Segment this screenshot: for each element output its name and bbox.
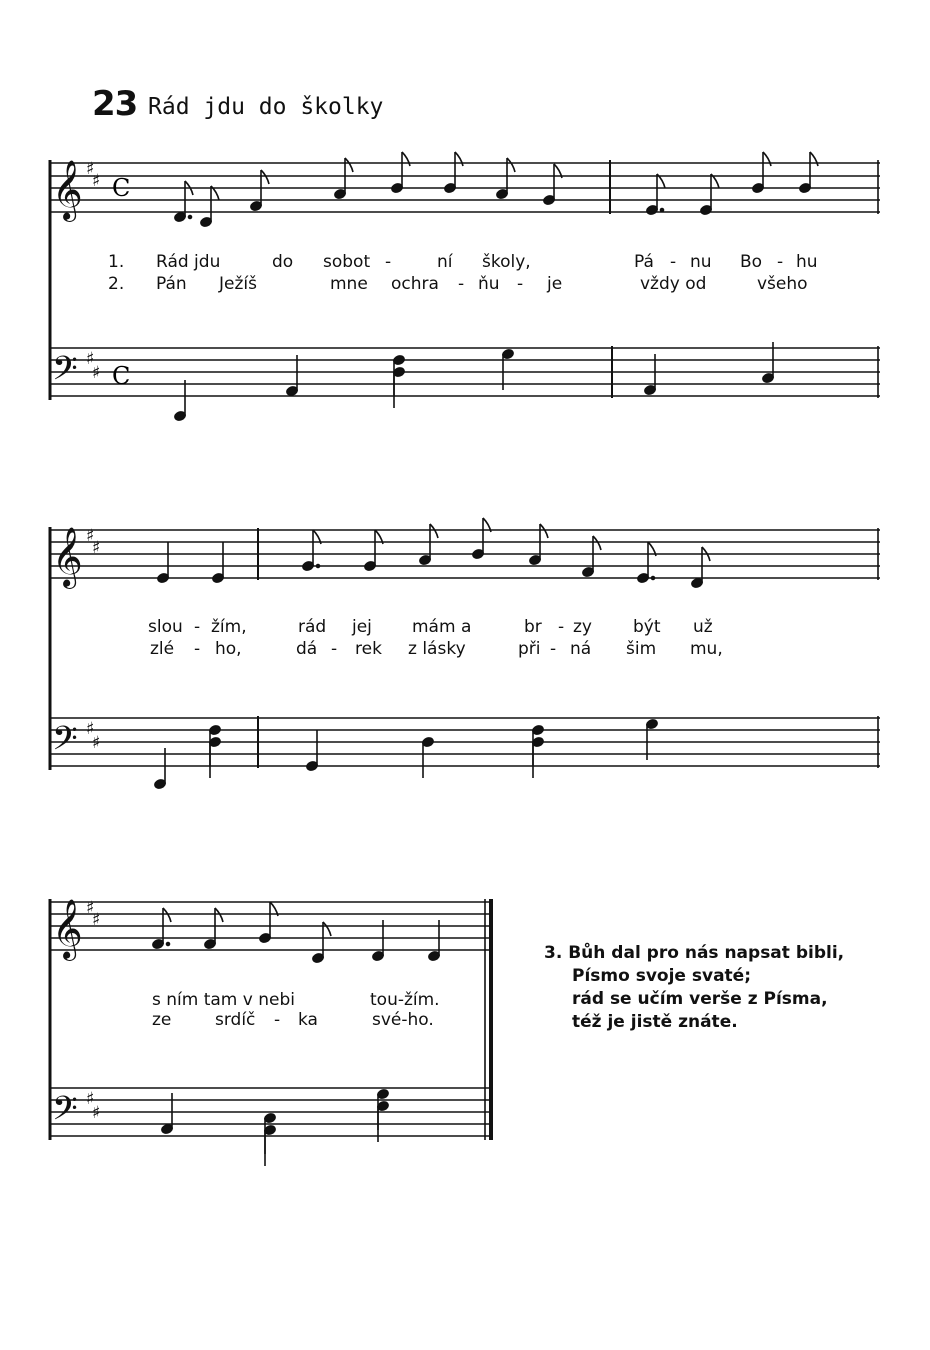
lyric-syllable: ní bbox=[437, 252, 453, 272]
staff-treble-system-3 bbox=[50, 902, 492, 950]
lyric-syllable: do bbox=[272, 252, 294, 272]
note-flag bbox=[540, 524, 548, 538]
lyric-syllable: své-ho. bbox=[372, 1010, 434, 1030]
lyric-syllable: nu bbox=[690, 252, 712, 272]
lyric-syllable: všeho bbox=[757, 274, 808, 294]
note-dot bbox=[651, 576, 655, 580]
bass-clef-icon: 𝄢 bbox=[52, 720, 78, 766]
lyric-syllable: - bbox=[331, 639, 338, 659]
lyric-syllable: tou-žím. bbox=[370, 990, 440, 1010]
verse-3 bbox=[546, 942, 844, 1034]
note-flag bbox=[261, 170, 269, 184]
sharp-icon: ♯ bbox=[86, 526, 95, 546]
verse-3-line: rád se učím verše z Písma, bbox=[572, 989, 828, 1009]
lyric-syllable: - bbox=[194, 617, 201, 637]
note-dot bbox=[166, 942, 170, 946]
lyric-syllable: ňu bbox=[478, 274, 500, 294]
lyric-syllable: žím, bbox=[211, 617, 247, 637]
lyric-syllable: - bbox=[458, 274, 465, 294]
lyric-syllable: zy bbox=[573, 617, 592, 637]
staff-bass-system-2 bbox=[50, 718, 880, 766]
song-title: Rád jdu do školky bbox=[148, 94, 384, 120]
lyric-syllable: br bbox=[524, 617, 542, 637]
verse-3-text: Bůh dal pro nás napsat bibli, bbox=[568, 943, 845, 963]
verse-number-2: 2. bbox=[108, 274, 125, 294]
sharp-icon: ♯ bbox=[86, 159, 95, 179]
lyric-syllable: školy, bbox=[482, 252, 531, 272]
verse-3-line: též je jistě znáte. bbox=[572, 1012, 738, 1032]
lyric-syllable: ná bbox=[570, 639, 592, 659]
time-signature: C bbox=[112, 174, 131, 202]
lyric-syllable: z lásky bbox=[408, 639, 466, 659]
lyric-syllable: - bbox=[517, 274, 524, 294]
song-number: 23 bbox=[92, 84, 138, 124]
note-flag bbox=[455, 152, 463, 166]
lyric-syllable: je bbox=[547, 274, 563, 294]
note-flag bbox=[163, 908, 171, 922]
lyric-syllable: mám a bbox=[412, 617, 472, 637]
lyric-syllable: Ježíš bbox=[219, 274, 257, 294]
lyric-syllable: rád bbox=[298, 617, 327, 637]
note-flag bbox=[593, 536, 601, 550]
lyric-syllable: Pán bbox=[156, 274, 187, 294]
bass-clef-icon: 𝄢 bbox=[52, 1090, 78, 1136]
lyric-syllable: - bbox=[670, 252, 677, 272]
sharp-icon: ♯ bbox=[92, 171, 101, 191]
lyric-syllable: ochra bbox=[391, 274, 439, 294]
lyric-syllable: - bbox=[274, 1010, 281, 1030]
sharp-icon: ♯ bbox=[92, 538, 101, 558]
bass-clef-icon: 𝄢 bbox=[52, 350, 78, 396]
lyric-syllable: s ním tam v nebi bbox=[152, 990, 295, 1010]
note-flag bbox=[402, 152, 410, 166]
sharp-icon: ♯ bbox=[92, 363, 101, 383]
lyric-syllable: rek bbox=[355, 639, 382, 659]
lyric-syllable: srdíč bbox=[215, 1010, 256, 1030]
sharp-icon: ♯ bbox=[86, 349, 95, 369]
lyric-syllable: - bbox=[777, 252, 784, 272]
note-flag bbox=[430, 524, 438, 538]
lyric-syllable: - bbox=[558, 617, 565, 637]
lyric-syllable: zlé bbox=[150, 639, 175, 659]
lyric-syllable: vždy od bbox=[640, 274, 707, 294]
verse-3-number: 3. bbox=[544, 943, 563, 963]
lyric-syllable: mne bbox=[330, 274, 368, 294]
lyric-syllable: ze bbox=[152, 1010, 172, 1030]
sharp-icon: ♯ bbox=[92, 733, 101, 753]
lyric-syllable: šim bbox=[626, 639, 657, 659]
lyric-syllable: mu, bbox=[690, 639, 723, 659]
verse-number-1: 1. bbox=[108, 252, 125, 272]
note-flag bbox=[507, 158, 515, 172]
lyric-syllable: ho, bbox=[215, 639, 242, 659]
sharp-icon: ♯ bbox=[86, 1089, 95, 1109]
time-signature: C bbox=[112, 362, 131, 390]
note-dot bbox=[188, 215, 192, 219]
treble-clef-icon: 𝄞 bbox=[52, 899, 83, 959]
note-flag bbox=[810, 152, 818, 166]
staff-treble-system-2 bbox=[50, 530, 880, 578]
lyric-syllable: Pá bbox=[634, 252, 654, 272]
sharp-icon: ♯ bbox=[86, 898, 95, 918]
lyric-syllable: Bo bbox=[740, 252, 763, 272]
note-flag bbox=[345, 158, 353, 172]
lyric-syllable: sobot bbox=[323, 252, 371, 272]
sharp-icon: ♯ bbox=[92, 1103, 101, 1123]
verse-3-line bbox=[544, 942, 844, 965]
note-dot bbox=[660, 208, 664, 212]
lyric-syllable: už bbox=[693, 617, 713, 637]
lyric-syllable: ka bbox=[298, 1010, 318, 1030]
note-flag bbox=[323, 922, 331, 936]
treble-clef-icon: 𝄞 bbox=[52, 160, 83, 220]
lyric-syllable: Rád jdu bbox=[156, 252, 221, 272]
lyric-syllable: dá bbox=[296, 639, 318, 659]
staff-bass-system-1 bbox=[50, 348, 880, 396]
lyric-syllable: slou bbox=[148, 617, 183, 637]
lyric-syllable: - bbox=[385, 252, 392, 272]
sharp-icon: ♯ bbox=[86, 719, 95, 739]
verse-3-line: Písmo svoje svaté; bbox=[572, 966, 751, 986]
sharp-icon: ♯ bbox=[92, 910, 101, 930]
treble-clef-icon: 𝄞 bbox=[52, 527, 83, 587]
note-flag bbox=[763, 152, 771, 166]
note-flag bbox=[215, 908, 223, 922]
lyric-syllable: jej bbox=[352, 617, 372, 637]
lyric-syllable: být bbox=[633, 617, 661, 637]
lyric-syllable: - bbox=[194, 639, 201, 659]
lyric-syllable: při bbox=[518, 639, 541, 659]
note-dot bbox=[316, 564, 320, 568]
lyric-syllable: - bbox=[550, 639, 557, 659]
lyric-syllable: hu bbox=[796, 252, 818, 272]
